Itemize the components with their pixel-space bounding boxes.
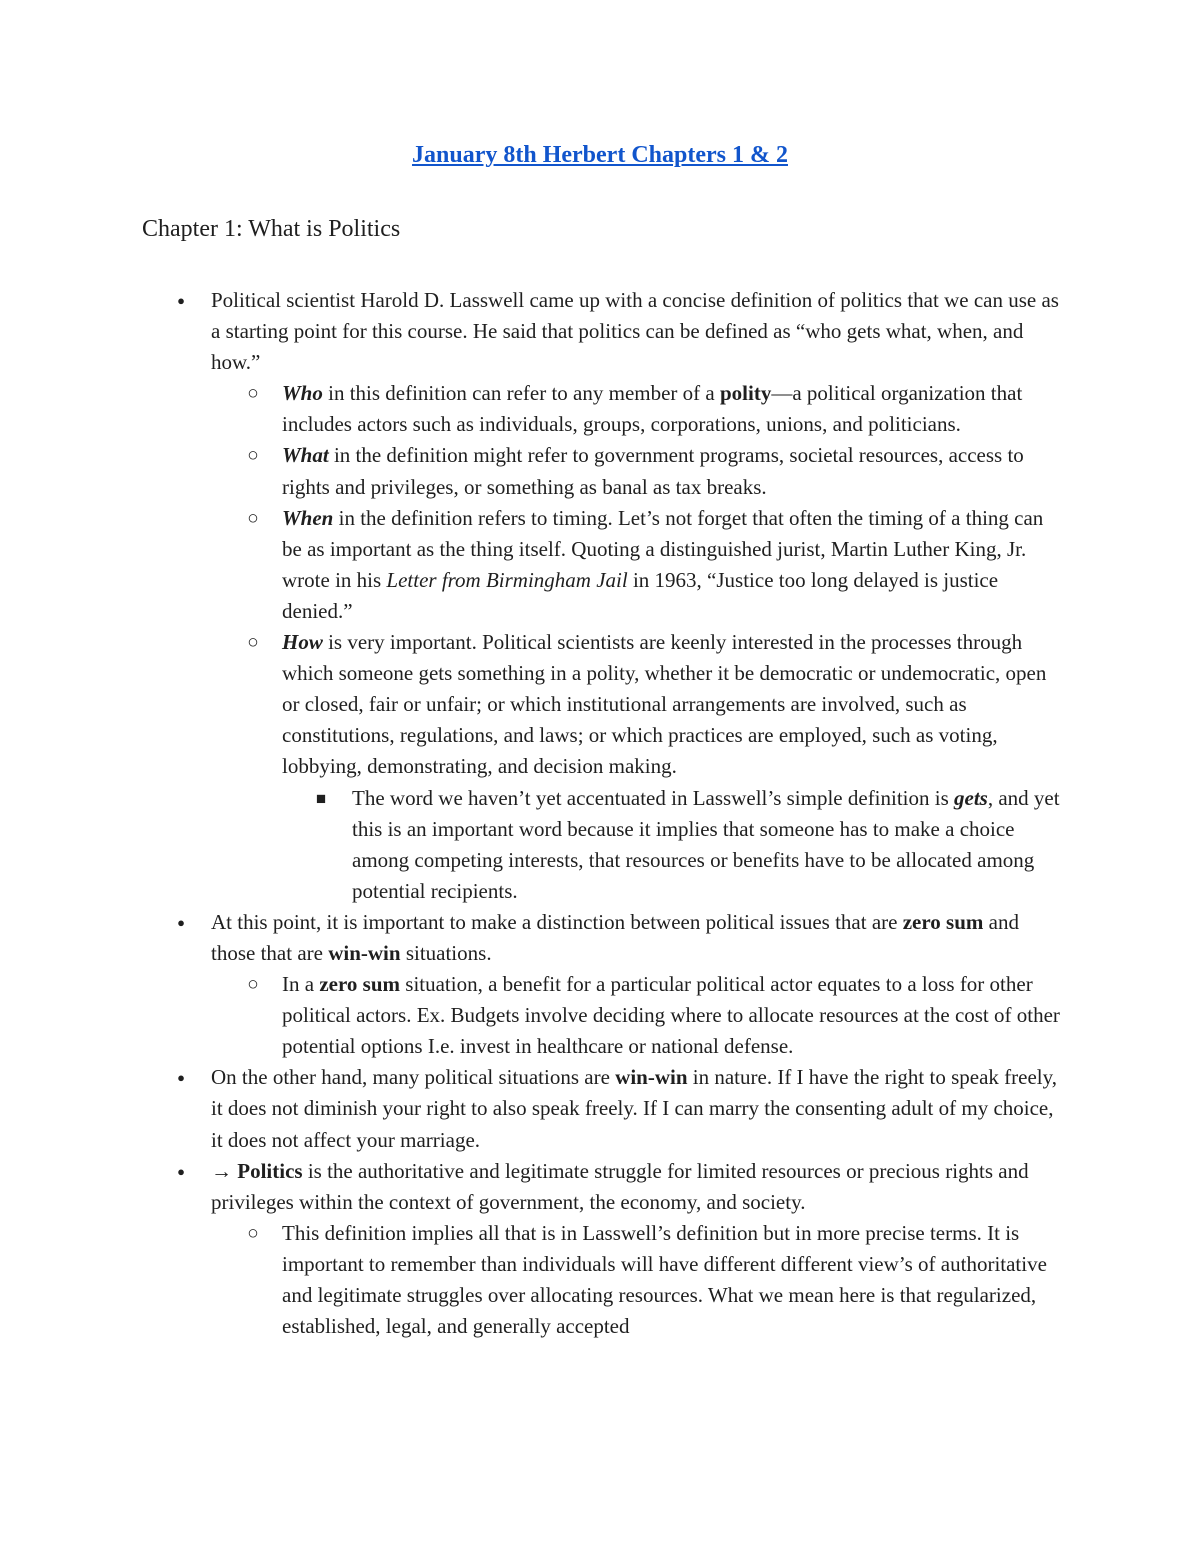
text-run: in the definition refers to timing. Let’s not forget that often the timing of a thing can be as important as the thing itself. Quoting a distinguished jurist, Martin Luther King, Jr. wrote in his	[282, 505, 1044, 592]
text-run: situation, a benefit for a particular political actor equates to a loss for other political actors. Ex. Budgets involve deciding where to allocate resources at the cost of other potential options I.e. invest in healthcare or national defense.	[282, 972, 1060, 1059]
list-item	[0, 907, 1061, 1062]
text-run: , and yet this is an important word because it implies that someone has to make a choice among competing interests, that resources or benefits have to be allocated among potential recipients.	[352, 785, 1060, 903]
text-run: —a political organization that includes actors such as individuals, groups, corporations, unions, and politicians.	[282, 381, 1023, 437]
term-politics: Politics	[237, 1158, 303, 1183]
text-run: in 1963, “Justice too long delayed is justice denied.”	[282, 567, 999, 623]
list-item	[0, 285, 1061, 907]
term-who: Who	[282, 381, 323, 406]
text-run: In a	[282, 972, 320, 997]
arrow-icon: →	[211, 1158, 238, 1183]
document-title[interactable]: January 8th Herbert Chapters 1 & 2	[412, 142, 788, 168]
text-run: in nature. If I have the right to speak freely, it does not diminish your right to also speak freely. If I can marry the consenting adult of my choice, it does not affect your marriage.	[211, 1065, 1058, 1152]
bullet-circle-icon: ○	[247, 383, 259, 405]
term-win-win: win-win	[615, 1065, 688, 1090]
term-zero-sum: zero sum	[319, 972, 401, 997]
sub-list-item	[0, 1218, 1067, 1342]
text-run: in the definition might refer to government programs, societal resources, access to rights and privileges, or something as banal as tax breaks.	[282, 443, 1024, 499]
book-title: Letter from Birmingham Jail	[386, 567, 628, 592]
bullet-square-icon: ■	[315, 788, 327, 808]
sub-sub-list	[282, 783, 1067, 907]
term-gets: gets	[954, 785, 988, 810]
sub-list-item	[0, 440, 1067, 502]
text-run: is very important. Political scientists are keenly interested in the processes through which someone gets something in a polity, whether it be democratic or undemocratic, open or closed, fair or unfair; or which institutional arrangements are involved, such as constitutions, regulations, and laws; or which practices are employed, such as voting, lobbying, demonstrating, and decision making.	[282, 630, 1047, 779]
term-win-win: win-win	[328, 940, 401, 965]
term-what: What	[282, 443, 329, 468]
bullet-dot-icon: ●	[177, 914, 185, 930]
term-how: How	[282, 630, 323, 655]
bullet-circle-icon: ○	[247, 507, 259, 529]
term-polity: polity	[719, 381, 772, 406]
bullet-circle-icon: ○	[247, 445, 259, 467]
bullet-circle-icon: ○	[247, 974, 259, 996]
sub-list-item	[0, 627, 1067, 907]
sub-list-item	[0, 969, 1067, 1062]
chapter-heading: Chapter 1: What is Politics	[142, 216, 401, 242]
text-run: The word we haven’t yet accentuated in Lasswell’s simple definition is	[352, 785, 955, 810]
sub-list	[211, 1218, 1061, 1342]
text-run: and those that are	[211, 909, 1019, 965]
text-run: is the authoritative and legitimate struggle for limited resources or precious rights and privileges within the context of government, the economy, and society.	[211, 1158, 1029, 1214]
document-body	[0, 285, 1200, 1342]
bullet-circle-icon: ○	[247, 1222, 259, 1244]
text-run: in this definition can refer to any member of a	[322, 381, 720, 406]
sub-list	[211, 969, 1061, 1062]
sub-list-item	[0, 503, 1067, 627]
bullet-list	[0, 285, 1200, 1342]
term-when: When	[282, 505, 334, 530]
sub-sub-list-item	[0, 783, 1067, 907]
bullet-dot-icon: ●	[177, 1070, 185, 1086]
bullet-dot-icon: ●	[177, 293, 185, 308]
sub-list	[211, 378, 1061, 907]
text-run: This definition implies all that is in Lasswell’s definition but in more precise terms. It is important to remember than individuals will have different different view’s of authoritative and legitimate struggles over allocating resources. What we mean here is that regularized, established, legal, and generally accepted	[282, 1220, 1047, 1339]
text-run: situations.	[400, 940, 492, 965]
text-run: At this point, it is important to make a distinction between political issues that are	[211, 909, 903, 934]
paragraph-text: Political scientist Harold D. Lasswell came up with a concise definition of politics that we can use as a starting point for this course. He said that politics can be defined as “who gets what, when, and how.”	[211, 288, 1059, 375]
bullet-circle-icon: ○	[247, 632, 259, 654]
bullet-dot-icon: ●	[177, 1163, 185, 1179]
sub-list-item	[0, 378, 1067, 440]
text-run: On the other hand, many political situations are	[211, 1065, 616, 1090]
term-zero-sum: zero sum	[902, 909, 984, 934]
list-item	[0, 1156, 1061, 1343]
list-item	[0, 1062, 1061, 1155]
